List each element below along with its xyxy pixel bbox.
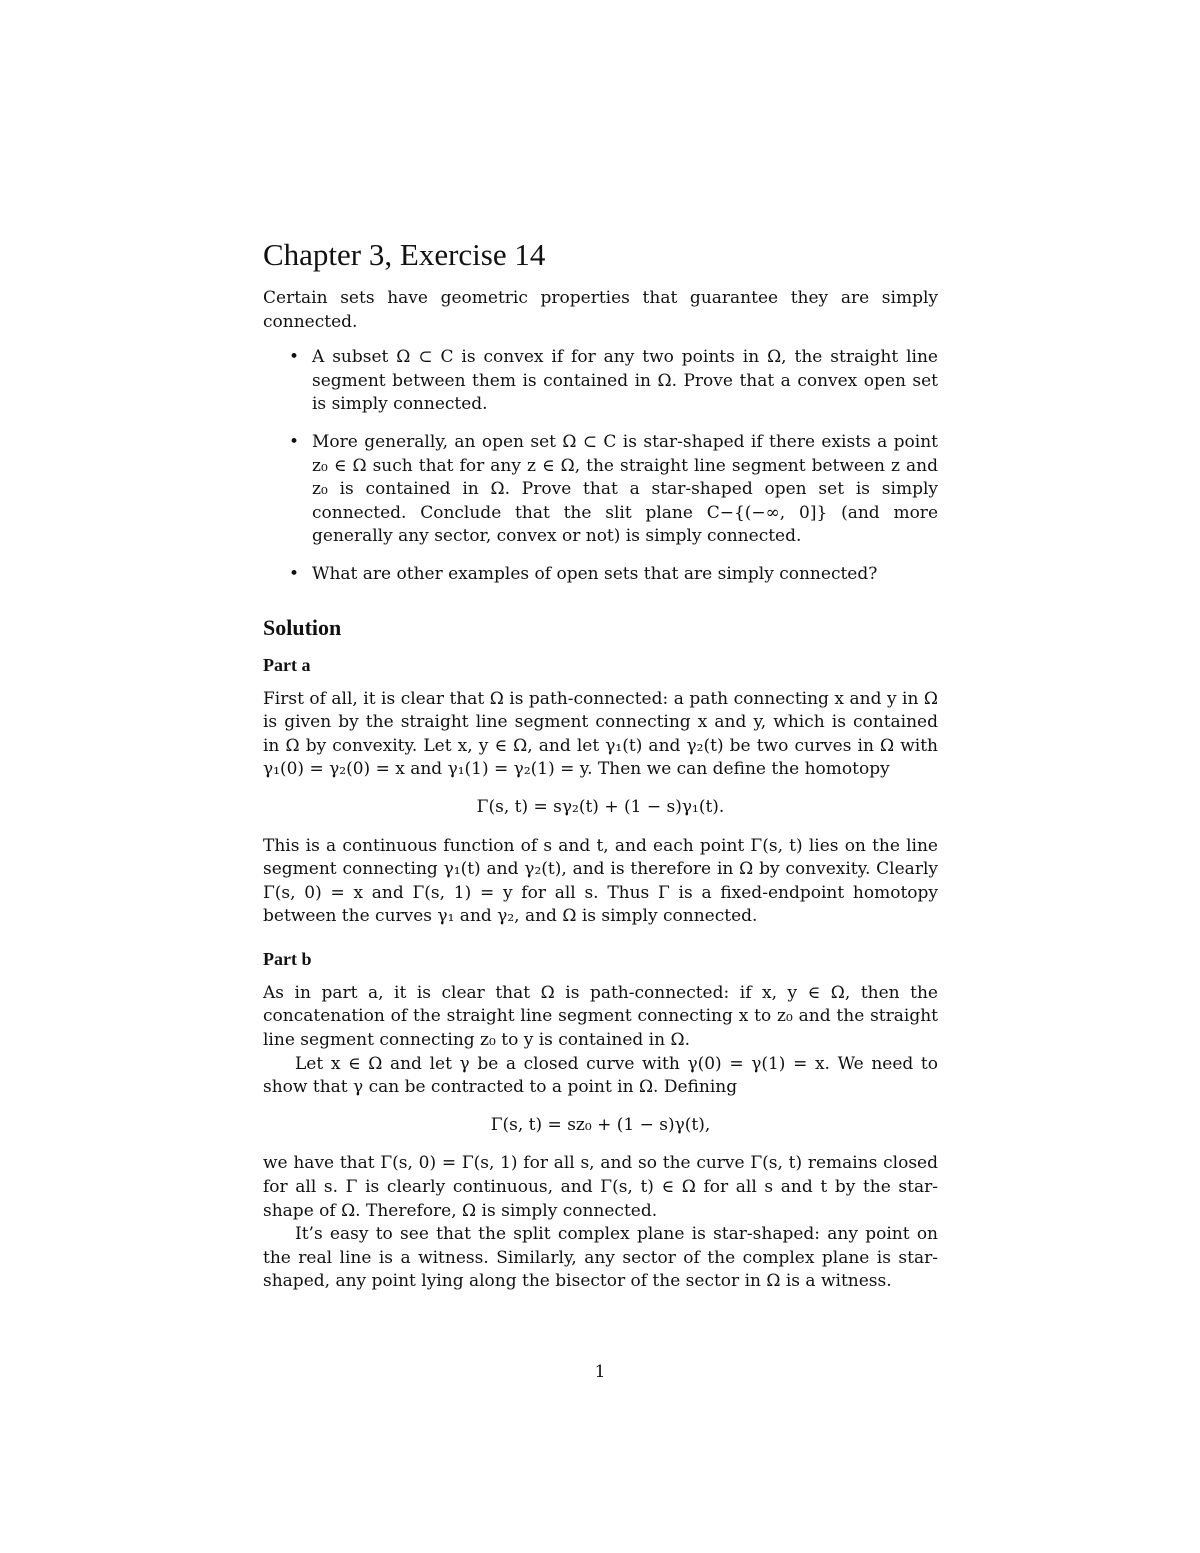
- part-b-paragraph: Let x ∈ Ω and let γ be a closed curve with γ(0) = γ(1) = x. We need to show that γ can be contracted to a point in Ω. Defining: [263, 1053, 938, 1098]
- problem-text: A subset Ω ⊂ C is convex if for any two points in Ω, the straight line segment between them is contained in Ω. Prove that a convex open set is simply connected.: [312, 347, 938, 415]
- section-gap: [263, 929, 938, 943]
- page-content: [263, 236, 938, 1294]
- part-b-paragraph: we have that Γ(s, 0) = Γ(s, 1) for all s, and so the curve Γ(s, t) remains closed for all s. Γ is clearly continuous, and Γ(s, t) ∈ Ω for all s and t by the star-shape of Ω. Therefore, Ω is simply connected.: [263, 1153, 938, 1221]
- problem-text: More generally, an open set Ω ⊂ C is star-shaped if there exists a point z₀ ∈ Ω such that for any z ∈ Ω, the straight line segment between z and z₀ is contained in Ω. Prove that a star-shaped open set is simply connected. Conclude that the slit plane C−{(−∞, 0]} (and more generally any sector, convex or not) is simply connected.: [312, 431, 938, 547]
- problem-item: [263, 563, 938, 587]
- bullet-icon: •: [289, 563, 300, 584]
- problem-list: [263, 346, 938, 586]
- bullet-icon: •: [289, 347, 300, 368]
- part-a-heading: Part a: [263, 654, 311, 675]
- part-b-paragraph: It’s easy to see that the split complex plane is star-shaped: any point on the real line is a witness. Similarly, any sector of the complex plane is star-shaped, any point lying along the bisector of the sector in Ω is a witness.: [263, 1224, 938, 1292]
- part-b-heading: Part b: [263, 948, 312, 969]
- chapter-title: Chapter 3, Exercise 14: [263, 237, 546, 272]
- contraction-equation: Γ(s, t) = sz₀ + (1 − s)γ(t),: [490, 1114, 711, 1135]
- intro-paragraph: Certain sets have geometric properties that guarantee they are simply connected.: [263, 288, 938, 332]
- part-b-paragraph: As in part a, it is clear that Ω is path-connected: if x, y ∈ Ω, then the concatenation of the straight line segment connecting x to z₀ and the straight line segment connecting z₀ to y is contained in Ω.: [263, 982, 938, 1051]
- problem-item: [263, 431, 938, 549]
- problem-text: What are other examples of open sets that are simply connected?: [312, 563, 878, 584]
- bullet-icon: •: [289, 431, 300, 452]
- solution-heading: Solution: [263, 614, 342, 640]
- homotopy-equation: Γ(s, t) = sγ₂(t) + (1 − s)γ₁(t).: [476, 796, 725, 817]
- problem-item: [263, 346, 938, 417]
- part-a-paragraph: First of all, it is clear that Ω is path-connected: a path connecting x and y in Ω is given by the straight line segment connecting x and y, which is contained in Ω by convexity. Let x, y ∈ Ω, and let γ₁(t) and γ₂(t) be two curves in Ω with γ₁(0) = γ₂(0) = x and γ₁(1) = γ₂(1) = y. Then we can define the homotopy: [263, 688, 938, 780]
- part-a-paragraph: This is a continuous function of s and t, and each point Γ(s, t) lies on the line segment connecting γ₁(t) and γ₂(t), and is therefore in Ω by convexity. Clearly Γ(s, 0) = x and Γ(s, 1) = y for all s. Thus Γ is a fixed-endpoint homotopy between the curves γ₁ and γ₂, and Ω is simply connected.: [263, 835, 938, 927]
- page-number: 1: [594, 1362, 606, 1382]
